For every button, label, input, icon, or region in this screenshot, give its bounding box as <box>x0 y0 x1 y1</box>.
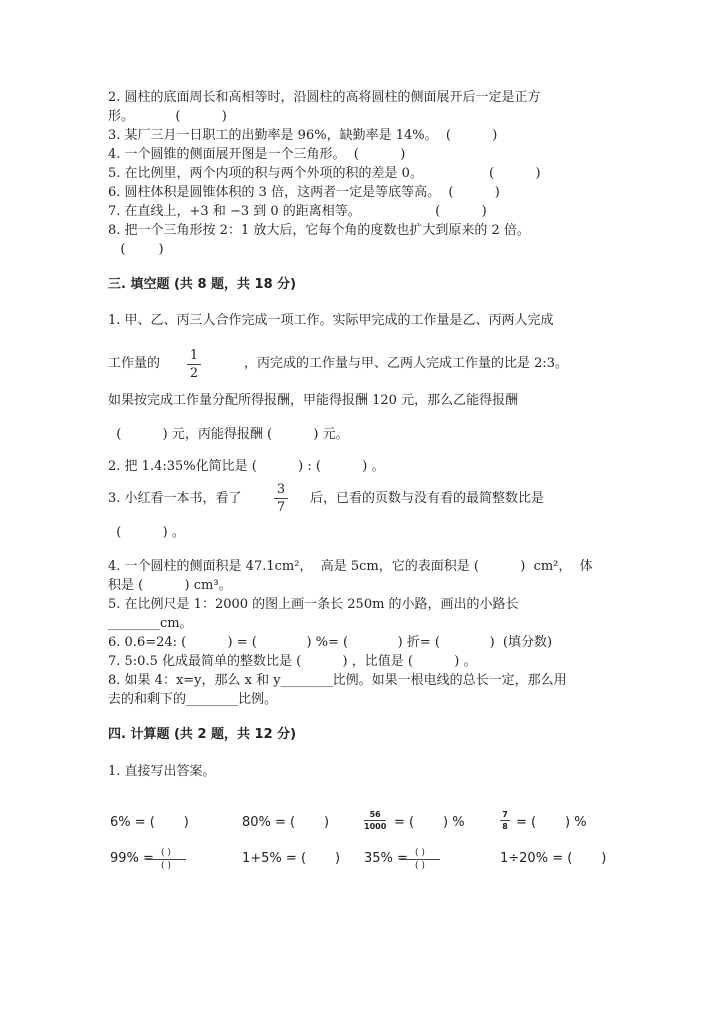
calc-q1: 1. 直接写出答案。 <box>108 764 216 779</box>
fraction-denominator: 2 <box>189 366 199 381</box>
fraction-bar <box>274 498 288 499</box>
calc-56-over-1000-answer: = ( ) % <box>394 815 465 830</box>
judge-q4: 4. 一个圆锥的侧面展开图是一个三角形。 ( ) <box>108 147 406 162</box>
fraction-bar <box>400 859 440 860</box>
fraction-56-over-1000 <box>364 810 386 831</box>
judge-q8-line2: ( ) <box>108 242 164 257</box>
judge-q3: 3. 某厂三月一日职工的出勤率是 96%，缺勤率是 14%。 ( ) <box>108 128 498 143</box>
fill-q5-line2: ________cm。 <box>108 616 193 631</box>
fill-q1-line3: 如果按完成工作量分配所得报酬，甲能得报酬 120 元，那么乙能得报酬 <box>108 393 519 408</box>
fill-q7: 7. 5:0.5 化成最简单的整数比是 ( ) ，比值是 ( ) 。 <box>108 654 477 669</box>
fraction-bar <box>146 859 186 860</box>
calc-7-over-8-answer: = ( ) % <box>516 815 587 830</box>
fill-q1-line2-post: ，丙完成的工作量与甲、乙两人完成工作量的比是 2:3。 <box>244 356 569 371</box>
fraction-bar <box>500 820 510 821</box>
fraction-denominator: 8 <box>502 822 508 831</box>
judge-q5: 5. 在比例里，两个内项的积与两个外项的积的差是 0。 ( ) <box>108 166 541 181</box>
fill-q3-pre: 3. 小红看一本书，看了 <box>108 491 242 506</box>
fraction-numerator: ( ) <box>415 848 425 858</box>
fill-q4-line1: 4. 一个圆柱的侧面积是 47.1cm²， 高是 5cm，它的表面积是 ( ) cm²， 体 <box>108 559 593 574</box>
fraction-denominator: ( ) <box>415 861 425 871</box>
calc-35-percent: 35% = <box>364 851 408 866</box>
fill-q5-line1: 5. 在比例尺是 1：2000 的图上画一条长 250m 的小路，画出的小路长 <box>108 597 519 612</box>
judge-q6: 6. 圆柱体积是圆锥体积的 3 倍，这两者一定是等底等高。 ( ) <box>108 185 500 200</box>
fill-q8-line2: 去的和剩下的________比例。 <box>108 692 278 707</box>
fraction-7-over-8 <box>500 810 510 831</box>
fill-q8-line1: 8. 如果 4：x=y，那么 x 和 y________比例。如果一根电线的总长一定，那么用 <box>108 673 567 688</box>
calc-1-div-20-percent: 1÷20% = ( ) <box>500 851 607 866</box>
judge-q7: 7. 在直线上，+3 和 −3 到 0 的距离相等。 ( ) <box>108 204 487 219</box>
calc-80-percent: 80% = ( ) <box>242 815 330 830</box>
section4-title: 四. 计算题 (共 2 题，共 12 分) <box>108 727 297 742</box>
judge-q2-line2: 形。 ( ) <box>108 109 227 124</box>
fraction-blank-99 <box>146 848 186 871</box>
fill-q4-line2: 积是 ( ) cm³。 <box>108 578 232 593</box>
fill-q1-line1: 1. 甲、乙、丙三人合作完成一项工作。实际甲完成的工作量是乙、丙两人完成 <box>108 313 554 328</box>
calc-1-plus-5-percent: 1+5% = ( ) <box>242 851 341 866</box>
fraction-bar <box>364 820 386 821</box>
fraction-numerator: 56 <box>369 810 381 819</box>
fraction-numerator: 3 <box>276 482 286 497</box>
fraction-denominator: 7 <box>276 500 286 515</box>
fraction-denominator: 1000 <box>364 822 387 831</box>
fraction-denominator: ( ) <box>161 861 171 871</box>
fill-q6: 6. 0.6=24: ( ) = ( ) %= ( ) 折= ( ) (填分数) <box>108 635 553 650</box>
fraction-numerator: 1 <box>189 348 199 363</box>
fraction-numerator: ( ) <box>161 848 171 858</box>
fraction-bar <box>187 364 201 365</box>
fill-q1-line4: ( ) 元，丙能得报酬 ( ) 元。 <box>108 427 349 442</box>
calc-6-percent: 6% = ( ) <box>110 815 189 830</box>
fraction-one-half <box>187 348 201 381</box>
fill-q3-post: 后，已看的页数与没有看的最简整数比是 <box>310 491 545 506</box>
fraction-blank-35 <box>400 848 440 871</box>
fraction-three-sevenths <box>274 482 288 515</box>
section3-title: 三. 填空题 (共 8 题，共 18 分) <box>108 277 297 292</box>
fill-q2: 2. 把 1.4:35%化简比是 ( ) : ( ) 。 <box>108 459 385 474</box>
fill-q3-line2: ( ) 。 <box>108 525 185 540</box>
fraction-numerator: 7 <box>502 810 508 819</box>
judge-q2-line1: 2. 圆柱的底面周长和高相等时，沿圆柱的高将圆柱的侧面展开后一定是正方 <box>108 90 541 105</box>
fill-q1-line2-pre: 工作量的 <box>108 356 161 371</box>
judge-q8-line1: 8. 把一个三角形按 2：1 放大后，它每个角的度数也扩大到原来的 2 倍。 <box>108 223 530 238</box>
calc-99-percent: 99% = <box>110 851 154 866</box>
